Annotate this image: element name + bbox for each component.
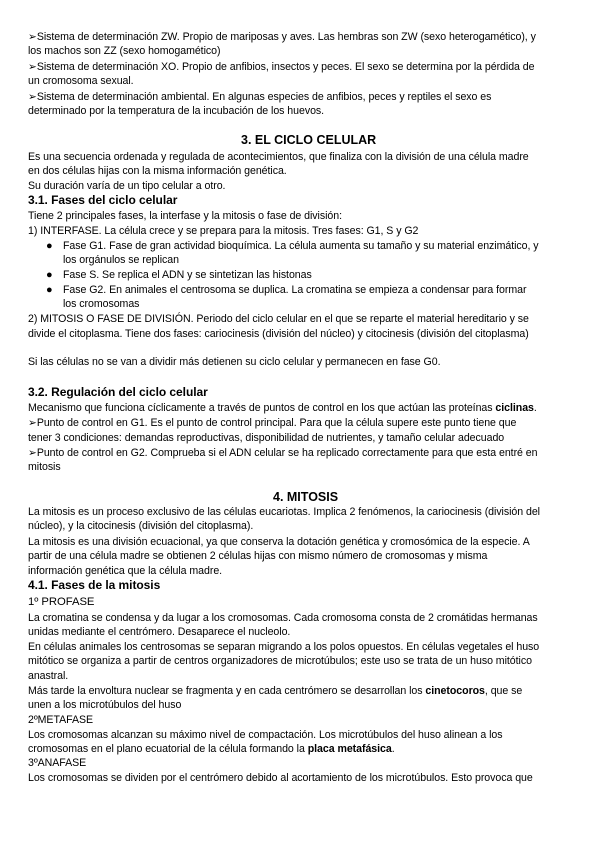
mitosis-p1-line-1: La mitosis es un proceso exclusivo de las células eucariotas. Implica 2 fenómenos, la cariocinesis (división del — [28, 506, 540, 518]
section-3-intro-1: Es una secuencia ordenada y regulada de acontecimientos, que finaliza con la división de una célula madre — [28, 151, 529, 163]
sex-env-line-1: ➢Sistema de determinación ambiental. En algunas especies de anfibios, peces y reptiles el sexo es — [28, 91, 492, 103]
subsection-3-1-heading: 3.1. Fases del ciclo celular — [28, 193, 178, 207]
ciclinas-term: ciclinas — [495, 402, 534, 414]
g0-line: Si las células no se van a dividir más detienen su ciclo celular y permanecen en fase G0. — [28, 356, 441, 368]
profase-line-7: unen a los microtúbulos del huso — [28, 699, 182, 711]
mitosis-phase-line-2: divide el citoplasma. Tiene dos fases: cariocinesis (división del núcleo) y citocinesis (división del citoplasma) — [28, 328, 529, 340]
metafase-line-2 — [28, 743, 395, 756]
bullet-g2-line-2: los cromosomas — [63, 298, 140, 310]
metafase-period: . — [391, 743, 395, 755]
profase-line-1: La cromatina se condensa y da lugar a los cromosomas. Cada cromosoma consta de 2 cromátidas hermanas — [28, 612, 538, 624]
regulation-line-5: mitosis — [28, 461, 61, 473]
bullet-dot: ● — [46, 284, 53, 296]
phases-intro: Tiene 2 principales fases, la interfase y la mitosis o fase de división: — [28, 210, 342, 222]
subsection-4-1-heading: 4.1. Fases de la mitosis — [28, 578, 161, 592]
regulation-period: . — [533, 402, 537, 414]
regulation-line-1 — [28, 402, 537, 415]
mitosis-p1-line-2: núcleo), y la citocinesis (división del citoplasma). — [28, 520, 254, 532]
metafase-title: 2ºMETAFASE — [28, 714, 93, 726]
mitosis-p2-line-1: La mitosis es una división ecuacional, ya que conserva la dotación genética y cromosómica de la especie. A — [28, 536, 530, 548]
section-4-heading: 4. MITOSIS — [273, 490, 339, 504]
profase-line-4: mitótico se organiza a partir de centros organizadores de microtúbulos; este uso se trata de un huso mitótico — [28, 655, 532, 667]
regulation-text: Mecanismo que funciona cíclicamente a través de puntos de control en los que actúan las proteínas — [28, 402, 496, 414]
bullet-dot: ● — [46, 269, 53, 281]
bullet-g1-line-1: Fase G1. Fase de gran actividad bioquímica. La célula aumenta su tamaño y su material enzimático, y — [63, 240, 539, 252]
mitosis-phase-line-1: 2) MITOSIS O FASE DE DIVISIÓN. Periodo del ciclo celular en el que se reparte el material hereditario y se — [28, 313, 529, 325]
section-3-intro-3: Su duración varía de un tipo celular a otro. — [28, 180, 226, 192]
sex-zw-line-2: los machos son ZZ (sexo homogamético) — [28, 45, 221, 57]
anafase-title: 3ºANAFASE — [28, 757, 87, 769]
profase-line-5: anastral. — [28, 670, 69, 682]
profase-text: Más tarde la envoltura nuclear se fragmenta y en cada centrómero se desarrollan los — [28, 685, 426, 697]
profase-text-end: , que se — [484, 685, 523, 697]
metafase-line-1: Los cromosomas alcanzan su máximo nivel de compactación. Los microtúbulos del huso alinean a los — [28, 729, 503, 741]
bullet-g2-line-1: Fase G2. En animales el centrosoma se duplica. La cromatina se empieza a condensar para formar — [63, 284, 527, 296]
metafase-text: cromosomas en el plano ecuatorial de la célula formando la — [28, 743, 308, 755]
profase-title: 1º PROFASE — [28, 596, 95, 608]
profase-line-2: unidas mediante el centrómero. Desaparece el nucleolo. — [28, 626, 291, 638]
regulation-line-4: ➢Punto de control en G2. Comprueba si el ADN celular se ha replicado correctamente para que esta entré en — [28, 447, 538, 459]
sex-xo-line-1: ➢Sistema de determinación XO. Propio de anfibios, insectos y peces. El sexo se determina por la pérdida de — [28, 61, 535, 73]
subsection-3-2-heading: 3.2. Regulación del ciclo celular — [28, 385, 208, 399]
regulation-line-3: tener 3 condiciones: demandas reproductivas, disponibilidad de nutrientes, y tamaño celular adecuado — [28, 432, 505, 444]
regulation-line-2: ➢Punto de control en G1. Es el punto de control principal. Para que la célula supere este punto tiene que — [28, 417, 517, 429]
anafase-line-1: Los cromosomas se dividen por el centrómero debido al acortamiento de los microtúbulos. Esto provoca que — [28, 772, 533, 784]
sex-zw-line-1: ➢Sistema de determinación ZW. Propio de mariposas y aves. Las hembras son ZW (sexo heterogamético), y — [28, 31, 536, 43]
bullet-g1-line-2: los orgánulos se replican — [63, 254, 179, 266]
sex-env-line-2: determinado por la temperatura de la incubación de los huevos. — [28, 105, 325, 117]
section-3-intro-2: en dos células hijas con la misma información genética. — [28, 165, 287, 177]
section-3-heading: 3. EL CICLO CELULAR — [241, 133, 377, 147]
mitosis-p2-line-2: partir de una célula madre se obtienen 2 células hijas con mismo número de cromosomas y misma — [28, 550, 488, 562]
cinetocoros-term: cinetocoros — [425, 685, 485, 697]
mitosis-p2-line-3: información genética que la célula madre. — [28, 565, 223, 577]
placa-metafasica-term: placa metafásica — [307, 743, 392, 755]
bullet-s-line: Fase S. Se replica el ADN y se sintetizan las histonas — [63, 269, 312, 281]
profase-line-6 — [28, 685, 522, 698]
sex-xo-line-2: un cromosoma sexual. — [28, 75, 134, 87]
profase-line-3: En células animales los centrosomas se separan migrando a los polos opuestos. En células vegetales el huso — [28, 641, 540, 653]
bullet-dot: ● — [46, 240, 53, 252]
interfase-line: 1) INTERFASE. La célula crece y se prepara para la mitosis. Tres fases: G1, S y G2 — [28, 225, 419, 237]
